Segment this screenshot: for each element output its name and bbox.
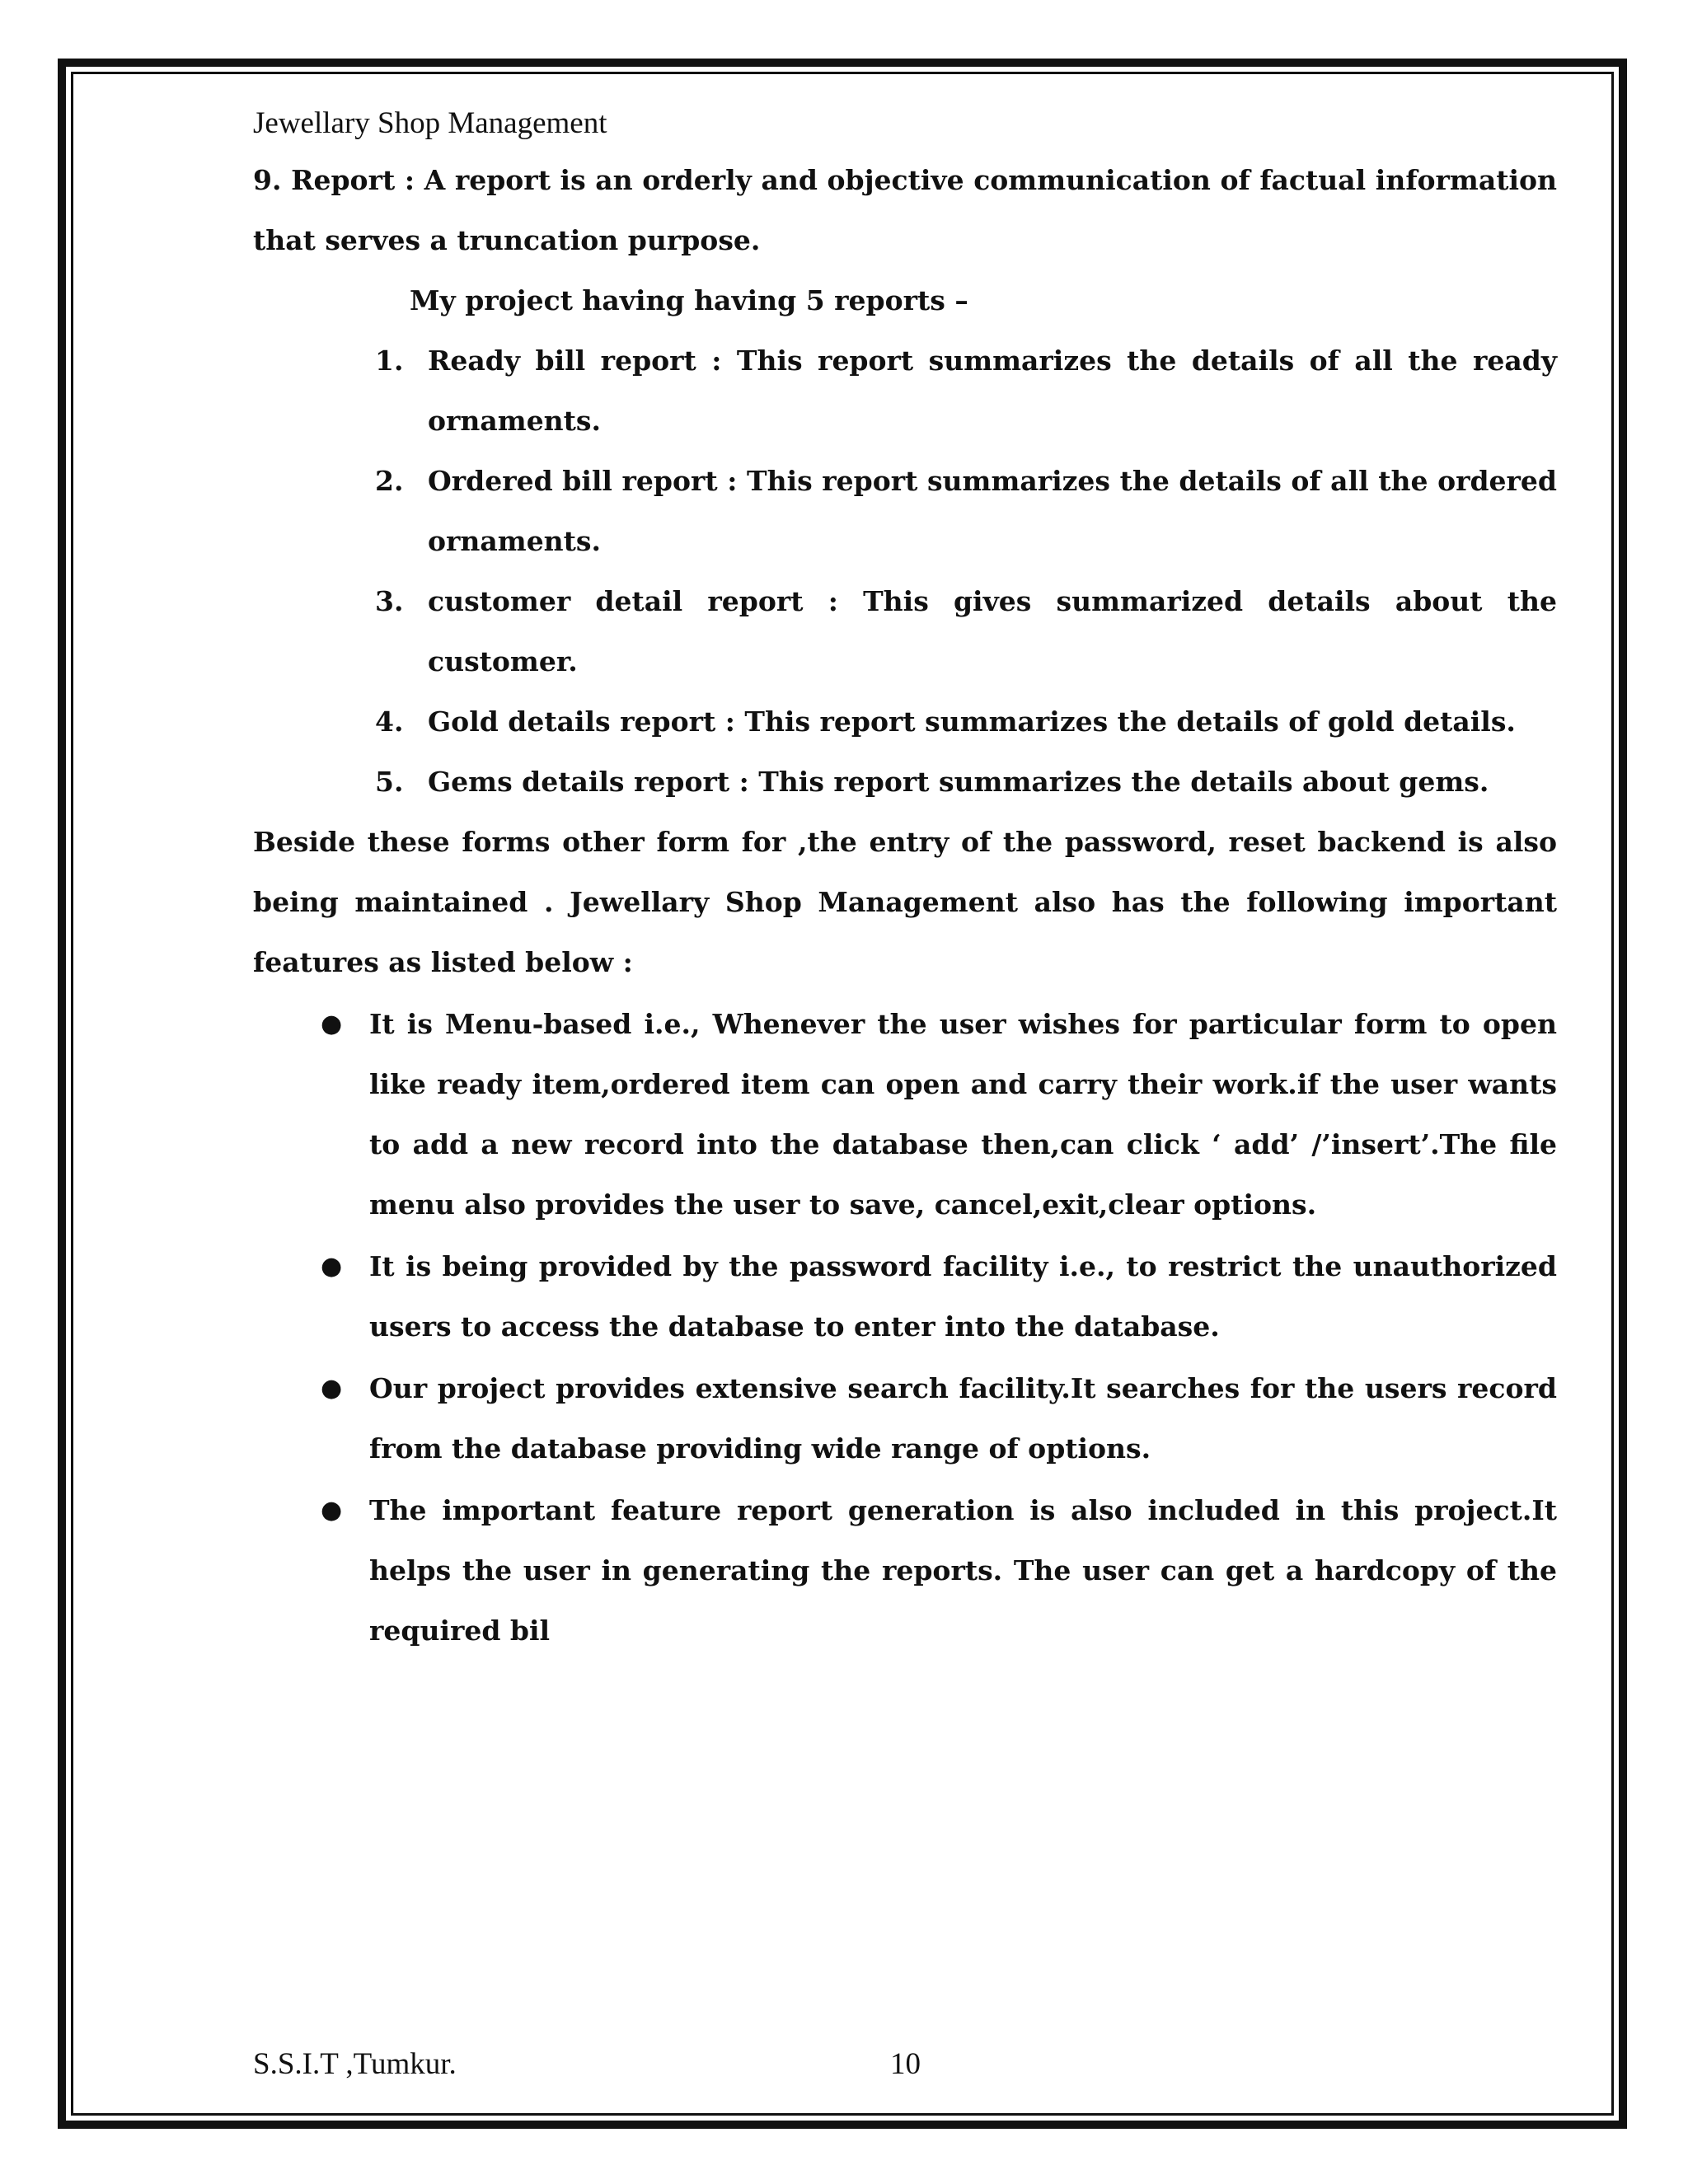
list-item — [253, 451, 1557, 571]
features-list — [253, 994, 1557, 1661]
bullet-icon: ● — [321, 1496, 343, 1525]
list-item-text: It is being provided by the password facility i.e., to restrict the unauthorized users to access the database to enter into the database. — [369, 1250, 1557, 1343]
list-item — [253, 571, 1557, 691]
list-item-text: Ready bill report : This report summarizes the details of all the ready ornaments. — [428, 344, 1557, 437]
list-number: 2. — [375, 465, 404, 497]
page-body — [253, 150, 1557, 1661]
list-item-text: Our project provides extensive search facility.It searches for the users record from the database providing wide range of options. — [369, 1372, 1557, 1465]
list-item — [253, 752, 1557, 812]
list-number: 5. — [375, 766, 404, 798]
list-item-text: customer detail report : This gives summarized details about the customer. — [428, 585, 1557, 677]
list-number: 4. — [375, 705, 404, 738]
list-number: 3. — [375, 585, 404, 617]
list-item-text: The important feature report generation is also included in this project.It helps the user in generating the reports. The user can get a hardcopy of the required bil — [369, 1494, 1557, 1647]
list-item — [253, 994, 1557, 1235]
bullet-icon: ● — [321, 1374, 343, 1403]
bullet-icon: ● — [321, 1010, 343, 1038]
list-item-text: Gems details report : This report summarizes the details about gems. — [428, 766, 1489, 798]
list-item — [253, 1480, 1557, 1661]
list-item — [253, 1358, 1557, 1479]
list-item — [253, 1236, 1557, 1357]
running-header: Jewellary Shop Management — [253, 106, 607, 140]
list-item-text: It is Menu-based i.e., Whenever the user wishes for particular form to open like ready item,ordered item can open and carry their work.if the user wants to add a new record into the database then,can click ‘ add’ /’insert’.The file menu also provides the user to save, cancel,exit,clear options. — [369, 1008, 1557, 1221]
list-item — [253, 330, 1557, 451]
footer-institute: S.S.I.T ,Tumkur. — [253, 2047, 457, 2081]
list-item-text: Gold details report : This report summarizes the details of gold details. — [428, 705, 1516, 738]
report-definition-paragraph: 9. Report : A report is an orderly and objective communication of factual information that serves a truncation purpose. — [253, 164, 1557, 256]
bullet-icon: ● — [321, 1252, 343, 1281]
reports-intro-line: My project having having 5 reports – — [410, 284, 968, 316]
list-item — [253, 691, 1557, 752]
list-item-text: Ordered bill report : This report summarizes the details of all the ordered ornaments. — [428, 465, 1557, 557]
reports-list — [253, 330, 1557, 812]
features-intro-paragraph: Beside these forms other form for ,the entry of the password, reset backend is also being maintained . Jewellary Shop Management also has the following important features as listed below : — [253, 826, 1557, 978]
list-number: 1. — [375, 344, 404, 377]
page-number: 10 — [890, 2047, 921, 2081]
